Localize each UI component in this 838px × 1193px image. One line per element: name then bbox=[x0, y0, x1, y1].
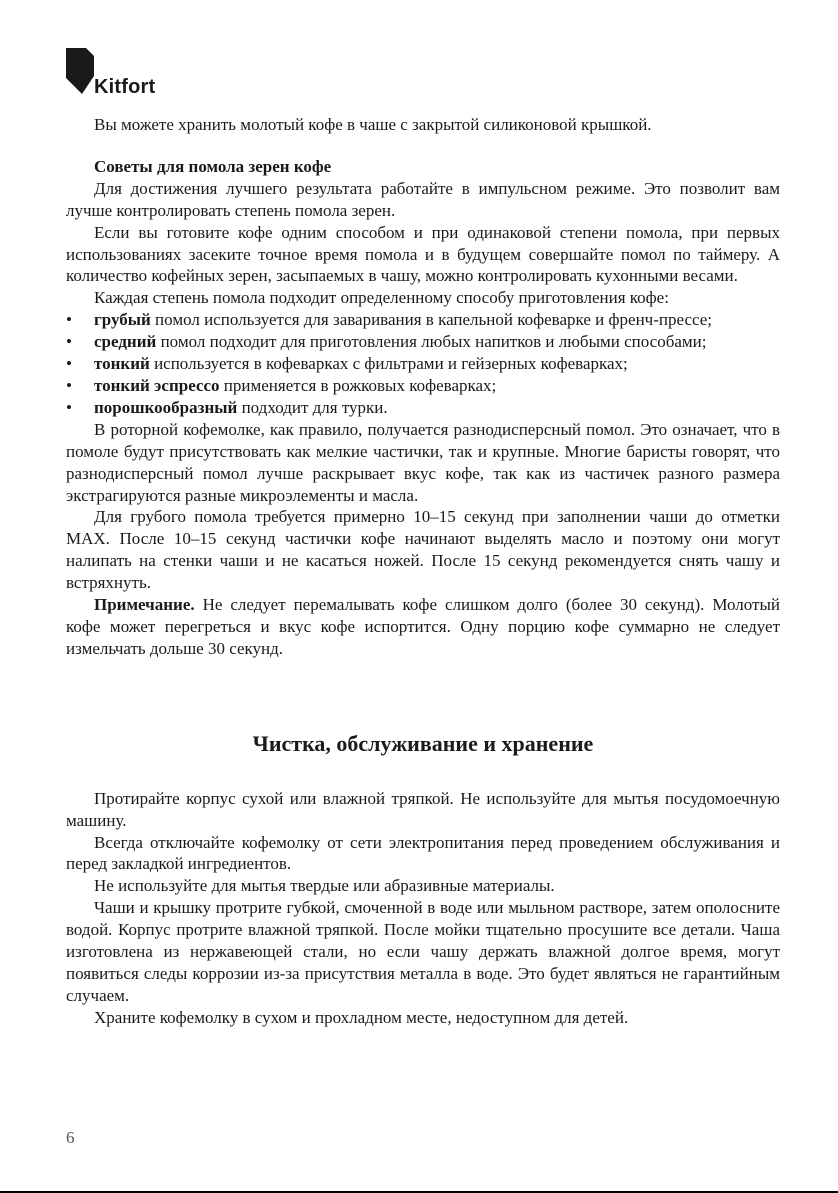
list-item-text: используется в кофеварках с фильтрами и гейзерных кофеварках; bbox=[149, 354, 628, 374]
list-item-term: тонкий эспрессо bbox=[94, 375, 220, 395]
list-item bbox=[66, 375, 780, 397]
list-item-text: подходит для турки. bbox=[237, 397, 388, 417]
note-text: Не следует перемалывать кофе слишком долго (более 30 секунд). Молотый кофе может перегреться и вкус кофе испортится. Одну порцию кофе суммарно не следует измельчать дольше 30 секунд. bbox=[66, 595, 780, 658]
brand-logo bbox=[66, 48, 186, 98]
intro-paragraph: Вы можете хранить молотый кофе в чаше с закрытой силиконовой крышкой. bbox=[94, 115, 652, 134]
tips-paragraph-1: Для достижения лучшего результата работайте в импульсном режиме. Это позволит вам лучше контролировать степень помола зерен. bbox=[66, 178, 780, 220]
list-item bbox=[66, 331, 780, 353]
tips-paragraph-2: Если вы готовите кофе одним способом и при одинаковой степени помола, при первых использованиях засеките точное время помола и в будущем совершайте помол по таймеру. А количество кофейных зерен, засыпаемых в чашу, можно контролировать кухонными весами. bbox=[66, 222, 780, 286]
page-content bbox=[66, 114, 780, 1029]
page-number: 6 bbox=[66, 1128, 75, 1147]
cleaning-paragraph-1: Протирайте корпус сухой или влажной тряпкой. Не используйте для мытья посудомоечную машину. bbox=[66, 788, 780, 830]
list-item-term: грубый bbox=[94, 310, 151, 330]
note-label: Примечание. bbox=[94, 595, 195, 615]
list-item bbox=[66, 353, 780, 375]
cleaning-paragraph-2: Всегда отключайте кофемолку от сети электропитания перед проведением обслуживания и перед закладкой ингредиентов. bbox=[66, 832, 780, 874]
list-item-text: применяется в рожковых кофеварках; bbox=[219, 375, 497, 395]
tips-paragraph-5: Для грубого помола требуется примерно 10–15 секунд при заполнении чаши до отметки MAX. После 10–15 секунд частички кофе начинают выделять масло и поэтому они могут налипать на стенки чаши и не касаться ножей. После 15 секунд рекомендуется снять чашу и встряхнуть. bbox=[66, 507, 780, 593]
cleaning-paragraph-5: Храните кофемолку в сухом и прохладном месте, недоступном для детей. bbox=[94, 1007, 629, 1027]
list-item bbox=[66, 309, 780, 331]
note-paragraph bbox=[66, 594, 780, 660]
list-item-text: помол подходит для приготовления любых напитков и любыми способами; bbox=[156, 332, 707, 352]
list-item-term: порошкообразный bbox=[94, 397, 238, 417]
cleaning-paragraph-3: Не используйте для мытья твердые или абразивные материалы. bbox=[94, 876, 555, 896]
grind-list bbox=[66, 309, 780, 419]
kitfort-logo-icon bbox=[66, 48, 94, 94]
list-item-term: средний bbox=[94, 332, 157, 352]
tips-paragraph-3: Каждая степень помола подходит определенному способу приготовления кофе: bbox=[94, 288, 669, 308]
brand-name: Kitfort bbox=[94, 76, 156, 98]
tips-paragraph-4: В роторной кофемолке, как правило, получается разнодисперсный помол. Это означает, что в помоле будут присутствовать как мелкие частички, так и крупные. Многие баристы говорят, что разнодисперсный помол лучше раскрывает вкус кофе, так как из частичек разного размера экстрагируются разные микроэлементы и масла. bbox=[66, 419, 780, 505]
list-item bbox=[66, 397, 780, 419]
tips-heading: Советы для помола зерен кофе bbox=[94, 156, 332, 176]
list-item-term: тонкий bbox=[94, 354, 150, 374]
list-item-text: помол используется для заваривания в капельной кофеварке и френч-прессе; bbox=[150, 310, 713, 330]
section-title: Чистка, обслуживание и хранение bbox=[252, 730, 594, 756]
cleaning-paragraph-4: Чаши и крышку протрите губкой, смоченной в воде или мыльном растворе, затем ополосните водой. Корпус протрите влажной тряпкой. После мойки тщательно просушите все детали. Чаша изготовлена из нержавеющей стали, но если чашу держать влажной долгое время, могут появиться следы коррозии из-за присутствия металла в воде. Это будет являться не гарантийным случаем. bbox=[66, 898, 780, 1005]
